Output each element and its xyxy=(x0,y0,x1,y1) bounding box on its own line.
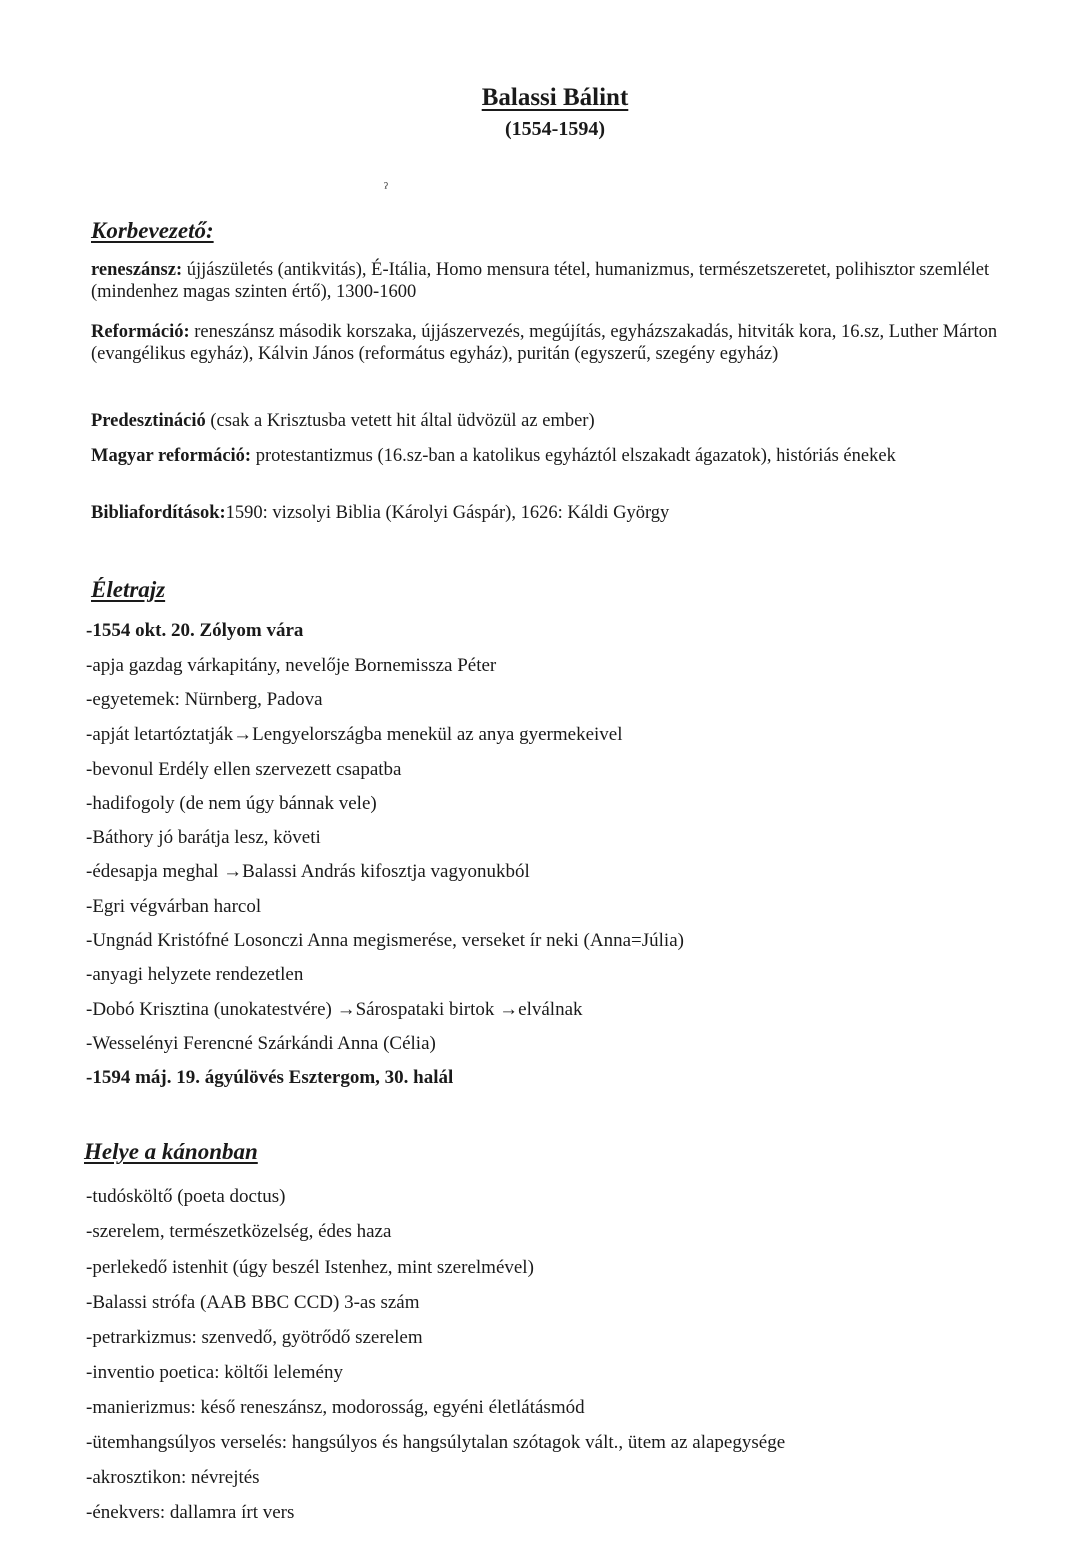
scan-speck: ˀ xyxy=(384,180,388,197)
kanon-item: -manierizmus: késő reneszánsz, modorosság, egyéni életlátásmód xyxy=(86,1397,585,1418)
korbevezeto-item-hungarian-reformation xyxy=(91,445,1021,467)
definition: protestantizmus (16.sz-ban a katolikus egyháztól elszakadt ágazatok), históriás énekek xyxy=(251,446,896,466)
eletrajz-item: -anyagi helyzete rendezetlen xyxy=(86,964,304,985)
eletrajz-item: -édesapja meghal →Balassi András kifosztja vagyonukból xyxy=(86,861,530,882)
kanon-item: -énekvers: dallamra írt vers xyxy=(86,1502,295,1523)
kanon-item: -szerelem, természetközelség, édes haza xyxy=(86,1221,392,1242)
eletrajz-item: -Wesselényi Ferencné Szárkándi Anna (Célia) xyxy=(86,1033,436,1054)
definition: újjászületés (antikvitás), É-Itália, Homo mensura tétel, humanizmus, természetszeretet, polihisztor szemlélet (mindenhez magas szinten értő), 1300-1600 xyxy=(91,260,990,302)
section-heading-eletrajz: Életrajz xyxy=(91,577,166,602)
kanon-item: -ütemhangsúlyos verselés: hangsúlyos és hangsúlytalan szótagok vált., ütem az alapegysége xyxy=(86,1432,786,1453)
eletrajz-item: -Báthory jó barátja lesz, követi xyxy=(86,827,321,848)
section-heading-korbevezeto: Korbevezető: xyxy=(91,218,214,243)
eletrajz-item: -apja gazdag várkapitány, nevelője Bornemissza Péter xyxy=(86,655,497,676)
kanon-item: -tudósköltő (poeta doctus) xyxy=(86,1186,286,1207)
definition: reneszánsz második korszaka, újjászervezés, megújítás, egyházszakadás, hitviták kora, 16.sz, Luther Márton (evangélikus egyház), Kálvin János (református egyház), puritán (egyszerű, szegény egyház) xyxy=(91,322,998,364)
korbevezeto-item-renaissance xyxy=(91,259,1021,303)
kanon-item: -perlekedő istenhit (úgy beszél Istenhez, mint szerelmével) xyxy=(86,1257,534,1278)
section-heading-kanon: Helye a kánonban xyxy=(84,1139,258,1164)
eletrajz-item: -Ungnád Kristófné Losonczi Anna megismerése, verseket ír neki (Anna=Júlia) xyxy=(86,930,684,951)
document-title: Balassi Bálint xyxy=(481,84,629,111)
eletrajz-item: -Egri végvárban harcol xyxy=(86,896,262,917)
eletrajz-item: -hadifogoly (de nem úgy bánnak vele) xyxy=(86,793,377,814)
eletrajz-item: -1554 okt. 20. Zólyom vára xyxy=(86,620,304,641)
korbevezeto-item-bible-translations xyxy=(91,502,1021,524)
kanon-item: -inventio poetica: költői lelemény xyxy=(86,1362,343,1383)
definition: 1590: vizsolyi Biblia (Károlyi Gáspár), 1626: Káldi György xyxy=(225,503,670,523)
eletrajz-item: -bevonul Erdély ellen szervezett csapatba xyxy=(86,759,402,780)
document-dates: (1554-1594) xyxy=(505,118,605,140)
eletrajz-item: -Dobó Krisztina (unokatestvére) →Sárospataki birtok →elválnak xyxy=(86,999,583,1020)
term: Reformáció: xyxy=(91,322,190,342)
korbevezeto-item-reformation xyxy=(91,321,1021,365)
eletrajz-item: -apját letartóztatják→Lengyelországba menekül az anya gyermekeivel xyxy=(86,724,623,745)
kanon-item: -petrarkizmus: szenvedő, gyötrődő szerelem xyxy=(86,1327,423,1348)
definition: (csak a Krisztusba vetett hit által üdvözül az ember) xyxy=(205,411,595,431)
eletrajz-item: -1594 máj. 19. ágyúlövés Esztergom, 30. halál xyxy=(86,1067,454,1088)
kanon-item: -Balassi strófa (AAB BBC CCD) 3-as szám xyxy=(86,1292,420,1313)
term: Predesztináció xyxy=(91,411,206,431)
term: Magyar reformáció: xyxy=(91,446,252,466)
eletrajz-item: -egyetemek: Nürnberg, Padova xyxy=(86,689,323,710)
kanon-item: -akrosztikon: névrejtés xyxy=(86,1467,260,1488)
korbevezeto-item-predestination xyxy=(91,410,1021,432)
term: Bibliafordítások: xyxy=(91,503,226,523)
term: reneszánsz: xyxy=(91,260,183,280)
